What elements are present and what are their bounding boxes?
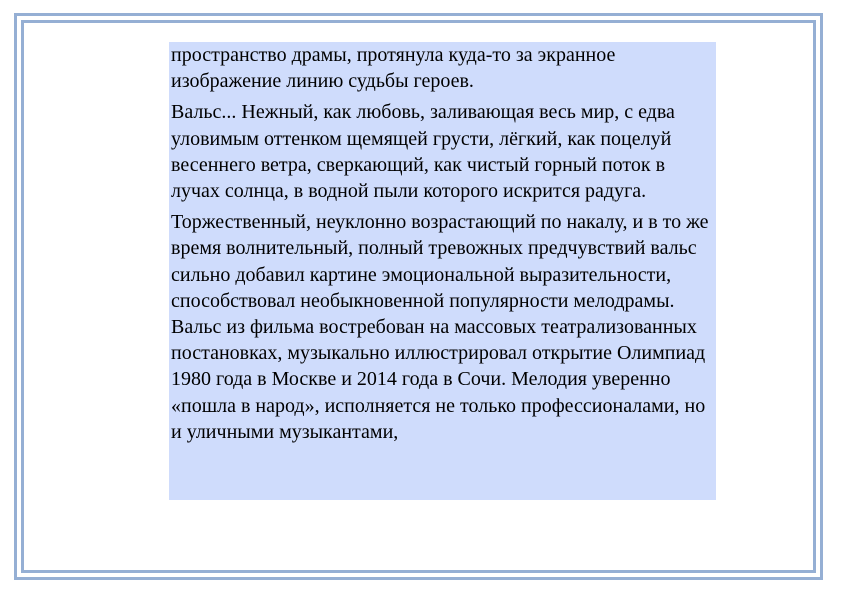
text-block [169,42,716,500]
paragraph-2: Вальс... Нежный, как любовь, заливающая весь мир, с едва уловимым оттенком щемящей грусти, лёгкий, как поцелуй весеннего ветра, сверкающий, как чистый горный поток в лучах солнца, в водной пыли которого искрится радуга. [171,101,675,203]
paragraph-1: пространство драмы, протянула куда-то за экранное изображение линию судьбы героев. [171,44,616,93]
paragraph-3: Торжественный, неуклонно возрастающий по накалу, и в то же время волнительный, полный тревожных предчувствий вальс сильно добавил картине эмоциональной выразительности, способствовал необыкновенной популярности мелодрамы. Вальс из фильма востребован на массовых театрализованных постановках, музыкально иллюстрировал открытие Олимпиад 1980 года в Москве и 2014 года в Сочи. Мелодия уверенно «пошла в народ», исполняется не только профессионалами, но и уличными музыкантами, [171,211,709,443]
